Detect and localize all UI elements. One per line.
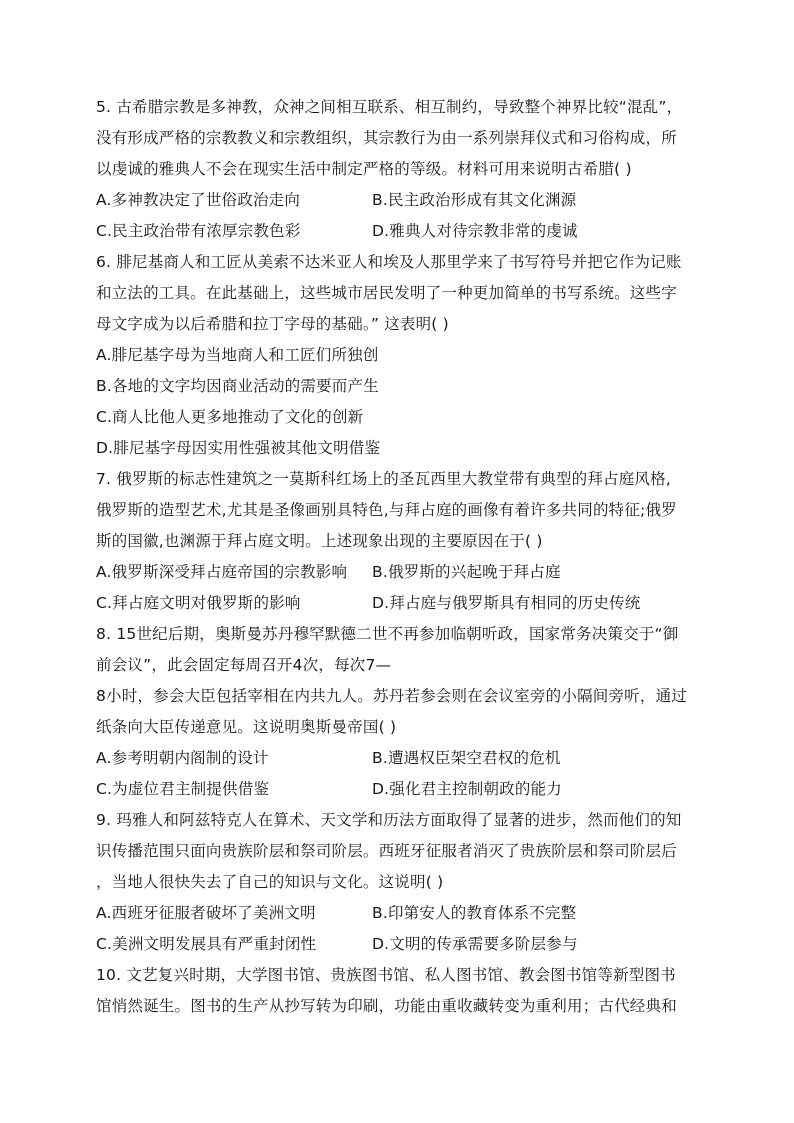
q6-option-a: A.腓尼基字母为当地商人和工匠们所独创 xyxy=(96,346,379,364)
q9-stem-line-1: 9. 玛雅人和阿兹特克人在算术、天文学和历法方面取得了显著的进步，然而他们的知 xyxy=(96,811,682,829)
q5-option-a: A.多神教决定了世俗政治走向 xyxy=(96,191,301,209)
q5-stem-line-2: 没有形成严格的宗教教义和宗教组织，其宗教行为由一系列崇拜仪式和习俗构成，所 xyxy=(96,129,677,147)
q10-stem-line-2: 馆悄然诞生。图书的生产从抄写转为印刷，功能由重收藏转变为重利用；古代经典和 xyxy=(96,997,677,1015)
q7-option-b: B.俄罗斯的兴起晚于拜占庭 xyxy=(372,563,561,581)
q5-option-d: D.雅典人对待宗教非常的虔诚 xyxy=(372,222,578,240)
q5-option-c: C.民主政治带有浓厚宗教色彩 xyxy=(96,222,301,240)
q8-stem-line-1: 8. 15世纪后期，奥斯曼苏丹穆罕默德二世不再参加临朝听政，国家常务决策交于“御 xyxy=(96,625,679,643)
q8-option-b: B.遭遇权臣架空君权的危机 xyxy=(372,749,561,767)
q8-stem-line-4: 纸条向大臣传递意见。这说明奥斯曼帝国( ) xyxy=(96,718,397,736)
q7-option-d: D.拜占庭与俄罗斯具有相同的历史传统 xyxy=(372,594,641,612)
q6-option-c: C.商人比他人更多地推动了文化的创新 xyxy=(96,408,364,426)
q7-stem-line-3: 斯的国徽,也渊源于拜占庭文明。上述现象出现的主要原因在于( ) xyxy=(96,532,543,550)
q8-option-d: D.强化君主控制朝政的能力 xyxy=(372,780,562,798)
q9-option-b: B.印第安人的教育体系不完整 xyxy=(372,904,577,922)
q6-option-b: B.各地的文字均因商业活动的需要而产生 xyxy=(96,377,379,395)
q5-stem-line-3: 以虔诚的雅典人不会在现实生活中制定严格的等级。材料可用来说明古希腊( ) xyxy=(96,160,632,178)
q6-option-d: D.腓尼基字母因实用性强被其他文明借鉴 xyxy=(96,439,381,457)
q7-stem-line-1: 7. 俄罗斯的标志性建筑之一莫斯科红场上的圣瓦西里大教堂带有典型的拜占庭风格, xyxy=(96,470,671,488)
q10-stem-line-1: 10. 文艺复兴时期，大学图书馆、贵族图书馆、私人图书馆、教会图书馆等新型图书 xyxy=(96,966,676,984)
q7-option-c: C.拜占庭文明对俄罗斯的影响 xyxy=(96,594,301,612)
q8-option-c: C.为虚位君主制提供借鉴 xyxy=(96,780,270,798)
q6-stem-line-2: 和立法的工具。在此基础上，这些城市居民发明了一种更加简单的书写系统。这些字 xyxy=(96,284,677,302)
q7-option-a: A.俄罗斯深受拜占庭帝国的宗教影响 xyxy=(96,563,348,581)
q7-stem-line-2: 俄罗斯的造型艺术,尤其是圣像画别具特色,与拜占庭的画像有着许多共同的特征;俄罗 xyxy=(96,501,677,519)
q5-stem-line-1: 5. 古希腊宗教是多神教，众神之间相互联系、相互制约，导致整个神界比较“混乱”， xyxy=(96,98,683,116)
q9-option-a: A.西班牙征服者破坏了美洲文明 xyxy=(96,904,316,922)
q6-stem-line-3: 母文字成为以后希腊和拉丁字母的基础。” 这表明( ) xyxy=(96,315,449,333)
q6-stem-line-1: 6. 腓尼基商人和工匠从美索不达米亚人和埃及人那里学来了书写符号并把它作为记账 xyxy=(96,253,682,271)
q9-option-d: D.文明的传承需要多阶层参与 xyxy=(372,935,578,953)
q8-option-a: A.参考明朝内阁制的设计 xyxy=(96,749,269,767)
q8-stem-line-3: 8小时，参会大臣包括宰相在内共九人。苏丹若参会则在会议室旁的小隔间旁听，通过 xyxy=(96,687,687,705)
q9-stem-line-3: ，当地人很快失去了自己的知识与文化。这说明( ) xyxy=(96,873,444,891)
q8-stem-line-2: 前会议”，此会固定每周召开4次，每次7— xyxy=(96,656,392,674)
q5-option-b: B.民主政治形成有其文化渊源 xyxy=(372,191,577,209)
q9-stem-line-2: 识传播范围只面向贵族阶层和祭司阶层。西班牙征服者消灭了贵族阶层和祭司阶层后 xyxy=(96,842,677,860)
q9-option-c: C.美洲文明发展具有严重封闭性 xyxy=(96,935,317,953)
